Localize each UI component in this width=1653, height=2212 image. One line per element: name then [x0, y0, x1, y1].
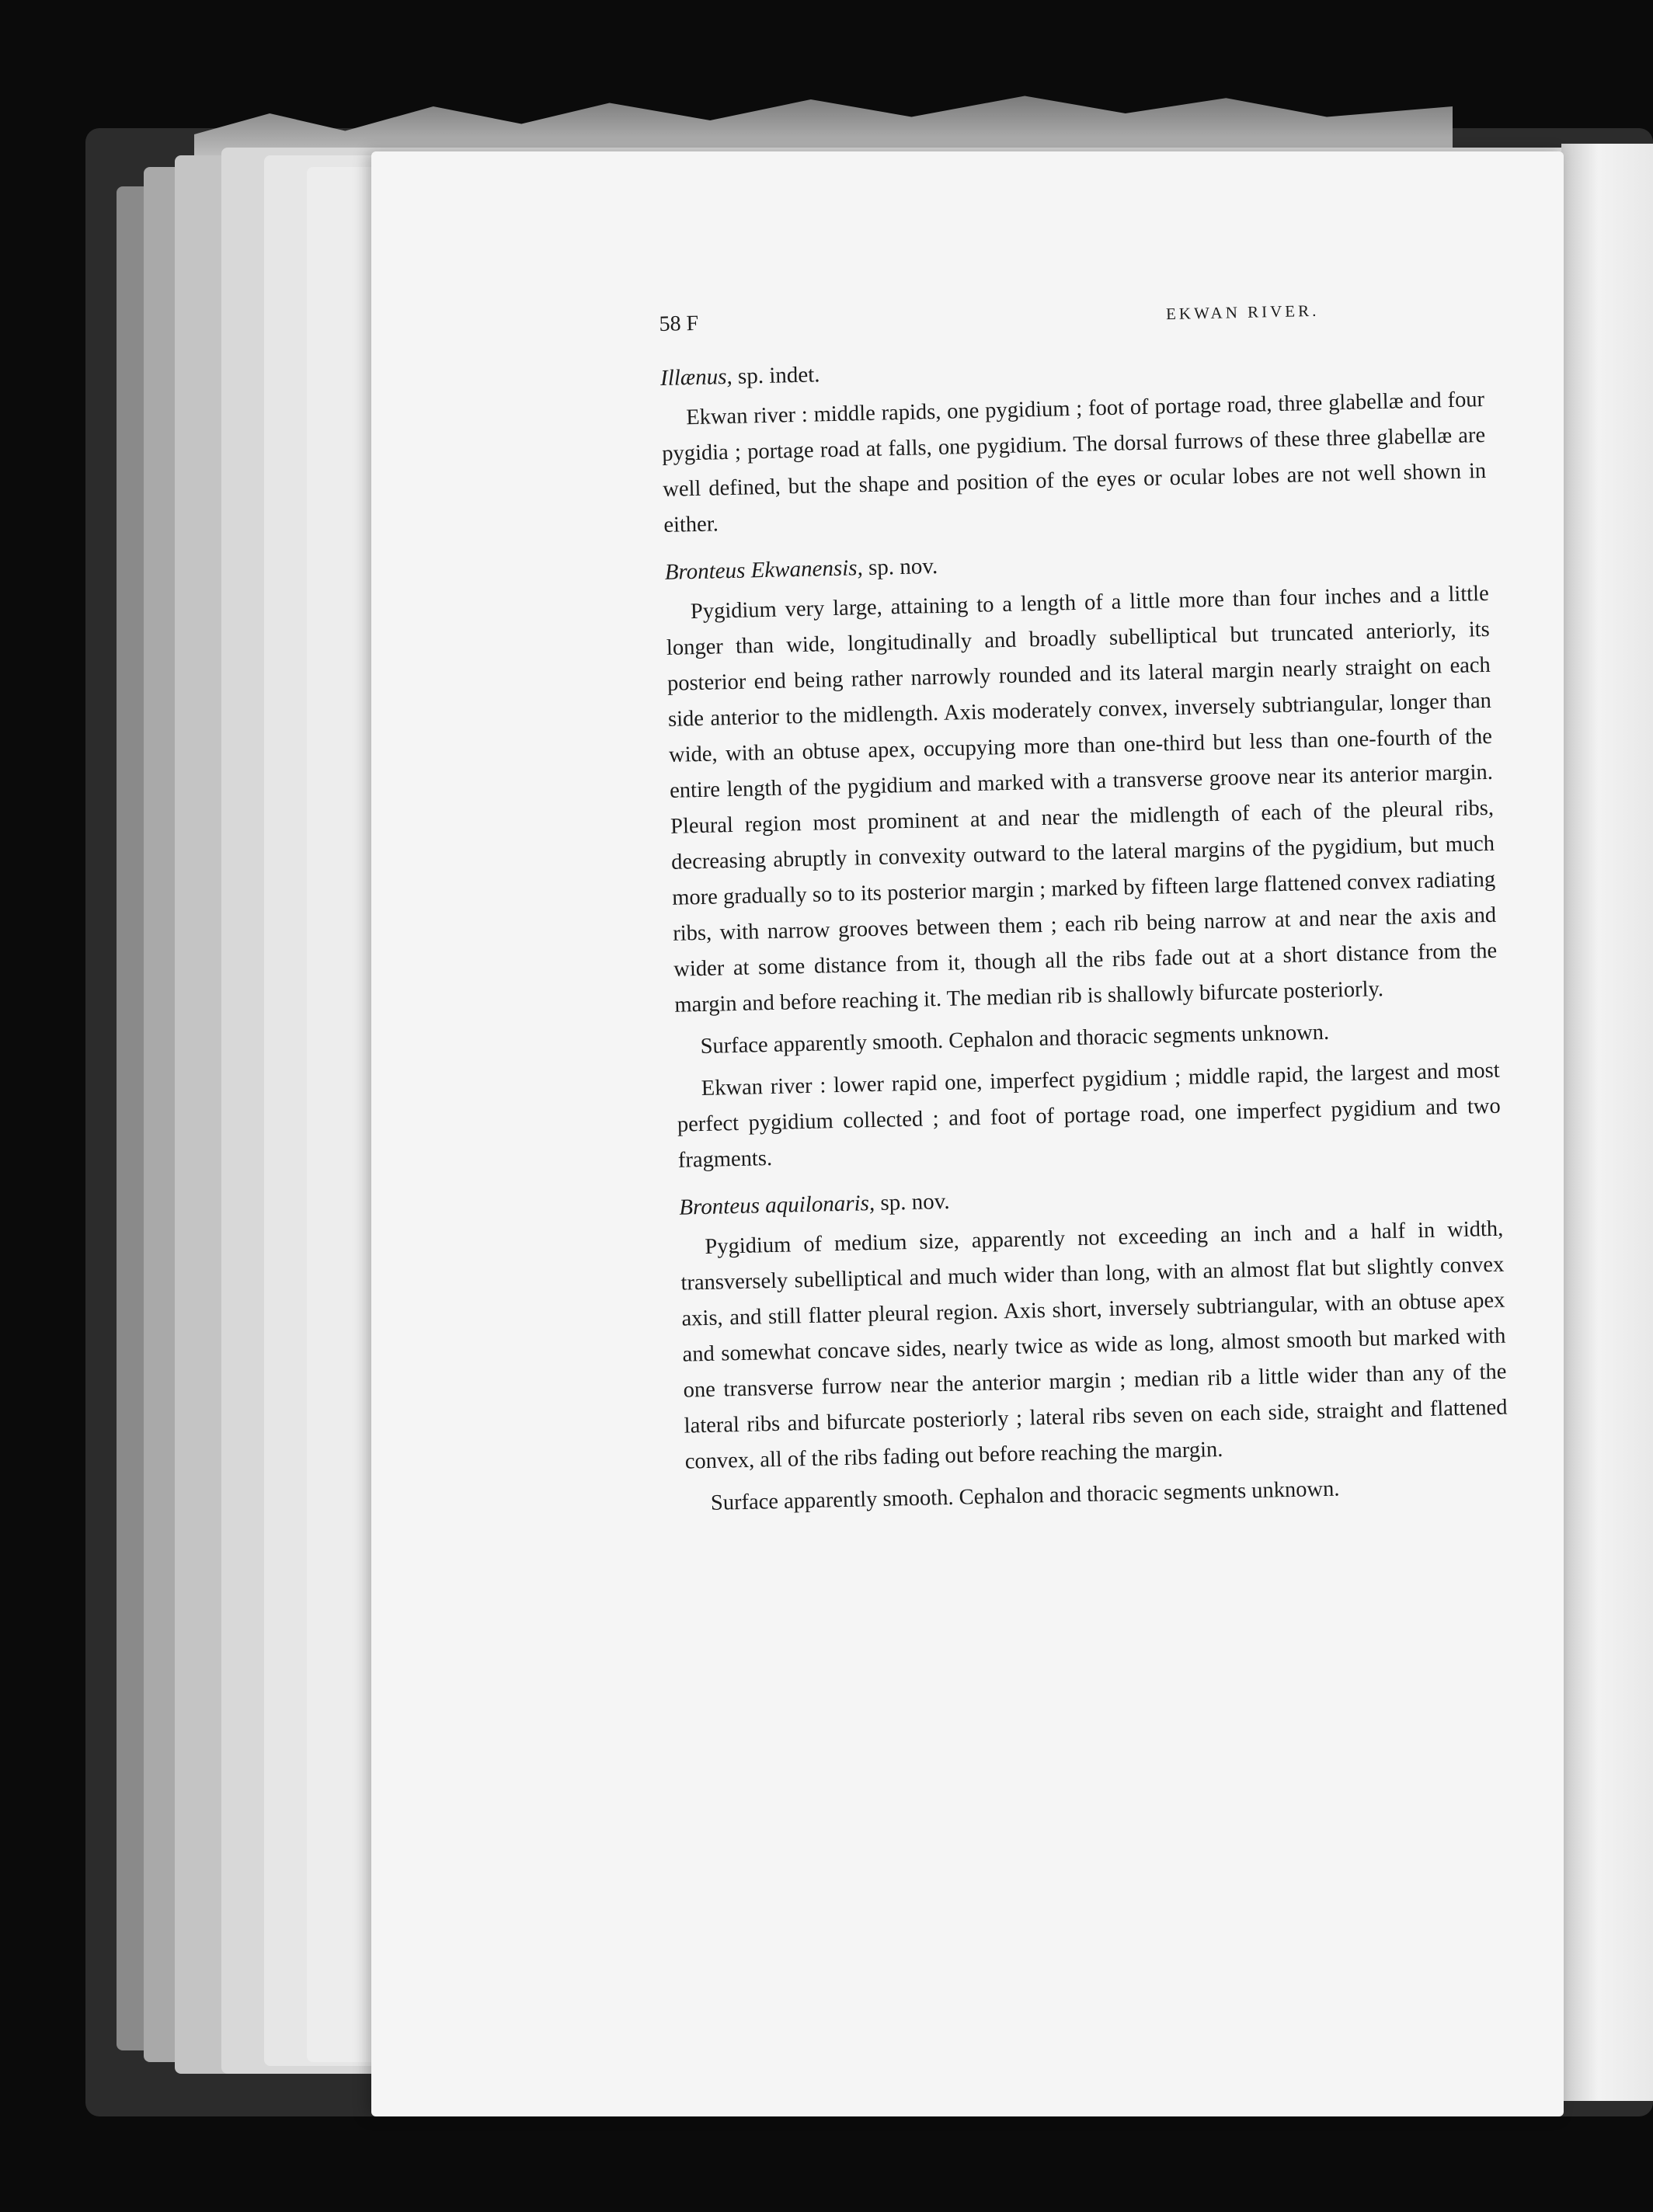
paragraph: Ekwan river : middle rapids, one pygidium ; foot of portage road, three glabellæ and four pygidia ; portage road at falls, one pygidium. The dorsal furrows of these three glabellæ are well defined, but the shape and position of the eyes or ocular lobes are not well shown in either. [661, 387, 1487, 537]
species-genus: Bronteus Ekwanensis, [664, 555, 864, 585]
species-designation: sp. indet. [737, 362, 820, 389]
species-designation: sp. nov. [880, 1188, 950, 1216]
paragraph: Pygidium very large, attaining to a length of a little more than four inches and a little longer than wide, longitudinally and broadly subelliptical but truncated anteriorly, its posterior end being rather narrowly rounded and its lateral margin nearly straight on each side anterior to the midlength. Axis moderately convex, inversely subtriangular, longer than wide, with an obtuse apex, occupying more than one-third but less than one-fourth of the entire length of the pygidium and marked with a transverse groove near its anterior margin. Pleural region most prominent at and near the midlength of each of the pleural ribs, decreasing abruptly in convexity outward to the lateral margins of the pygidium, but much more gradually so to its posterior margin ; marked by fifteen large flattened convex radiating ribs, with narrow grooves between them ; each rib being narrow at and near the axis and wider at some distance from it, though all the ribs fade out at a short distance from the margin and before reaching it. The median rib is shallowly bifurcate posteriorly. [666, 581, 1498, 1017]
paragraph: Ekwan river : lower rapid one, imperfect pygidium ; middle rapid, the largest and most perfect pygidium collected ; and foot of portage road, one imperfect pygidium and two fragments. [677, 1058, 1501, 1173]
paragraph: Pygidium of medium size, apparently not exceeding an inch and a half in width, transversely subelliptical and much wider than long, with an almost flat but slightly convex axis, and still flatter pleural region. Axis short, inversely subtriangular, with an obtuse apex and somewhat concave sides, nearly twice as wide as long, almost smooth but marked with one transverse furrow near the anterior margin ; median rib a little wider than any of the lateral ribs and bifurcate posteriorly ; lateral ribs seven on each side, straight and flattened convex, all of the ribs fading out before reaching the margin. [680, 1216, 1508, 1474]
species-designation: sp. nov. [868, 553, 938, 580]
species-entry-illaenus [660, 342, 1488, 544]
running-title: EKWAN RIVER. [1165, 301, 1320, 324]
paragraph: Surface apparently smooth. Cephalon and thoracic segments unknown. [700, 1020, 1330, 1059]
species-genus: Illænus, [659, 363, 733, 391]
paragraph: Surface apparently smooth. Cephalon and thoracic segments unknown. [710, 1476, 1340, 1515]
species-genus: Bronteus aquilonaris, [678, 1190, 875, 1220]
page-text [659, 288, 1509, 1529]
species-entry-bronteus-ekwanensis [664, 536, 1502, 1179]
facing-page-edge [1561, 144, 1653, 2101]
page-number: 58 F [659, 311, 699, 336]
species-entry-bronteus-aquilonaris [679, 1171, 1509, 1522]
torn-page-edges [194, 85, 1453, 155]
